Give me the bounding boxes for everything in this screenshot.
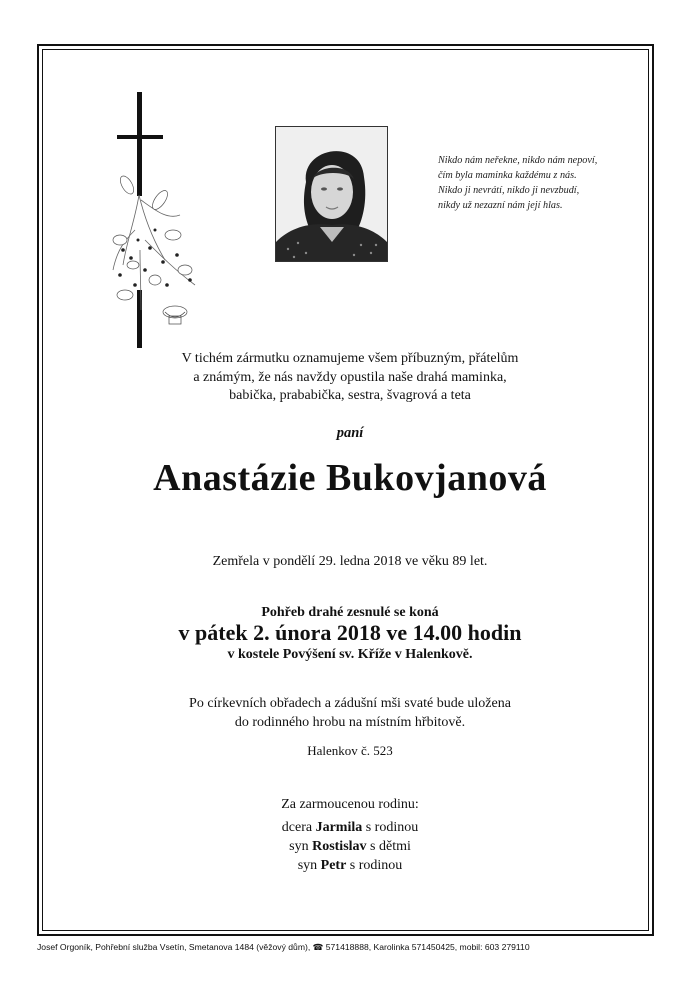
footer-text: 571418888, Karolinka 571450425, mobil: 603 279110: [325, 942, 530, 952]
telephone-icon: ☎: [312, 942, 324, 952]
family-list: [60, 818, 640, 875]
announcement-line: V tichém zármutku oznamujeme všem příbuzným, přátelům: [181, 351, 519, 366]
portrait-photo: [275, 126, 388, 262]
funeral-service-footer: [37, 942, 667, 953]
poem-line: Nikdo ji nevrátí, nikdo ji nevzbudí,: [438, 185, 580, 196]
family-member-suffix: s dětmi: [370, 839, 411, 854]
family-member-suffix: s rodinou: [349, 858, 403, 873]
deceased-name: Anastázie Bukovjanová: [153, 457, 547, 499]
family-member: [60, 837, 640, 856]
announcement: [60, 350, 640, 406]
poem-line: nikdy už nezazní nám její hlas.: [438, 200, 563, 211]
family-member-relation: syn: [289, 839, 309, 854]
family-member-relation: syn: [297, 858, 318, 873]
family-member: [60, 856, 640, 875]
death-notice: Zemřela v pondělí 29. ledna 2018 ve věku 89 let.: [212, 554, 488, 569]
footer-text: Josef Orgoník, Pohřební služba Vsetín, Smetanova 1484 (věžový dům),: [37, 942, 311, 952]
family-member-relation: dcera: [281, 820, 313, 835]
family-member-name: Jarmila: [315, 820, 363, 835]
family-member-suffix: s rodinou: [365, 820, 419, 835]
family-member-name: Rostislav: [312, 839, 367, 854]
burial-line: do rodinného hrobu na místním hřbitově.: [234, 715, 466, 730]
funeral-place: v kostele Povýšení sv. Kříže v Halenkově.: [227, 647, 473, 662]
family-member: [60, 818, 640, 837]
announcement-line: babička, prababička, sestra, švagrová a teta: [229, 388, 471, 403]
family-heading: Za zarmoucenou rodinu:: [281, 797, 419, 812]
cross-with-flowers-icon: [105, 90, 215, 352]
title-word: paní: [336, 425, 364, 441]
poem: [438, 153, 648, 213]
portrait-image: [276, 127, 387, 261]
funeral-date-time: v pátek 2. února 2018 ve 14.00 hodin: [178, 620, 522, 645]
family-address: Halenkov č. 523: [307, 743, 393, 758]
burial-notice: [60, 694, 640, 732]
poem-line: Nikdo nám neřekne, nikdo nám nepoví,: [438, 155, 598, 166]
funeral-intro: Pohřeb drahé zesnulé se koná: [261, 605, 439, 620]
burial-line: Po církevních obřadech a zádušní mši svaté bude uložena: [189, 696, 511, 711]
family-member-name: Petr: [320, 858, 347, 873]
announcement-line: a známým, že nás navždy opustila naše drahá maminka,: [193, 369, 507, 385]
poem-line: čím byla maminka každému z nás.: [438, 170, 577, 181]
